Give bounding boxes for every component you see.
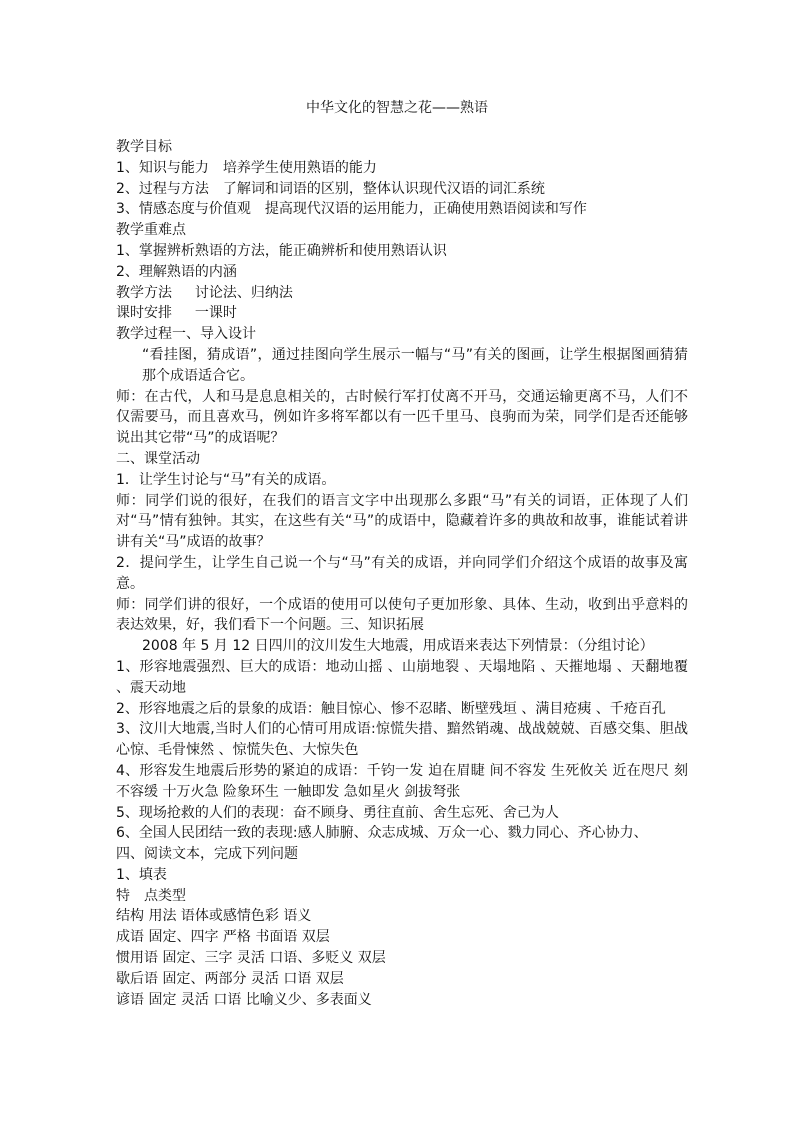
paragraph: 1、形容地震强烈、巨大的成语：地动山摇 、山崩地裂 、天塌地陷 、天摧地塌 、天翻地覆 、震天动地 (116, 658, 688, 696)
text-line: 教学过程一、导入设计 (116, 326, 256, 343)
table-row: 谚语 固定 灵活 口语 比喻义少、多表面义 (116, 991, 372, 1008)
text-line: 1、掌握辨析熟语的方法，能正确辨析和使用熟语认识 (116, 242, 447, 259)
paragraph: 4、形容发生地震后形势的紧迫的成语：千钧一发 迫在眉睫 间不容发 生死攸关 近在咫尺 刻不容缓 十万火急 险象环生 一触即发 急如星火 剑拔弩张 (116, 762, 688, 800)
text-line: 1．让学生讨论与“马”有关的成语。 (116, 471, 336, 488)
text-line: 2、过程与方法 了解词和词语的区别，整体认识现代汉语的词汇系统 (116, 180, 545, 197)
text-line: 1、填表 (116, 866, 167, 883)
table-header-line: 结构 用法 语体或感情色彩 语义 (116, 908, 312, 925)
paragraph: 2．提问学生，让学生自己说一个与“马”有关的成语，并向同学们介绍这个成语的故事及寓意。 (116, 554, 688, 592)
text-line: 2、理解熟语的内涵 (116, 263, 237, 280)
text-line: 二、课堂活动 (116, 450, 200, 467)
paragraph: 2、形容地震之后的景象的成语：触目惊心、惨不忍睹、断壁残垣 、满目疮痍 、千疮百孔 (116, 700, 666, 717)
table-row: 成语 固定、四字 严格 书面语 双层 (116, 929, 330, 946)
text-line: 教学方法 讨论法、归纳法 (116, 284, 293, 301)
table-header-line: 特 点类型 (116, 887, 186, 904)
paragraph: 3、汶川大地震,当时人们的心情可用成语:惊慌失措、黯然销魂、战战兢兢、百感交集、胆战心惊、毛骨悚然 、惊慌失色、大惊失色 (116, 721, 688, 759)
paragraph: 2008 年 5 月 12 日四川的汶川发生大地震，用成语来表达下列情景：（分组讨论） (142, 638, 654, 655)
text-line: 教学重难点 (116, 222, 186, 239)
text-line: 1、知识与能力 培养学生使用熟语的能力 (116, 159, 377, 176)
table-row: 惯用语 固定、三字 灵活 口语、多贬义 双层 (116, 950, 386, 967)
paragraph: 5、现场抢救的人们的表现：奋不顾身、勇往直前、舍生忘死、舍己为人 (116, 804, 559, 821)
table-row: 歇后语 固定、两部分 灵活 口语 双层 (116, 970, 344, 987)
document-body (116, 137, 688, 1010)
text-line: 四、阅读文本，完成下列问题 (116, 846, 298, 863)
paragraph: 师：同学们讲的很好，一个成语的使用可以使句子更加形象、具体、生动，收到出乎意料的表达效果，好，我们看下一个问题。三、知识拓展 (116, 596, 688, 634)
document-title: 中华文化的智慧之花——熟语 (306, 100, 488, 116)
paragraph: 师：同学们说的很好，在我们的语言文字中出现那么多跟“马”有关的词语，正体现了人们对“马”情有独钟。其实，在这些有关“马”的成语中，隐藏着许多的典故和故事，谁能试着讲讲有关“马”成语的故事？ (116, 492, 688, 551)
text-line: 课时安排 一课时 (116, 305, 237, 322)
text-line: 3、情感态度与价值观 提高现代汉语的运用能力，正确使用熟语阅读和写作 (116, 201, 587, 218)
paragraph: “看挂图，猜成语”，通过挂图向学生展示一幅与“马”有关的图画，让学生根据图画猜猜那个成语适合它。 (142, 346, 688, 384)
paragraph: 师：在古代，人和马是息息相关的，古时候行军打仗离不开马，交通运输更离不马，人们不仅需要马，而且喜欢马，例如许多将军都以有一匹千里马、良驹而为荣，同学们是否还能够说出其它带“马”的成语呢？ (116, 388, 688, 447)
text-line: 教学目标 (116, 139, 172, 155)
paragraph: 6、全国人民团结一致的表现:感人肺腑、众志成城、万众一心、戮力同心、齐心协力、 (116, 825, 648, 842)
